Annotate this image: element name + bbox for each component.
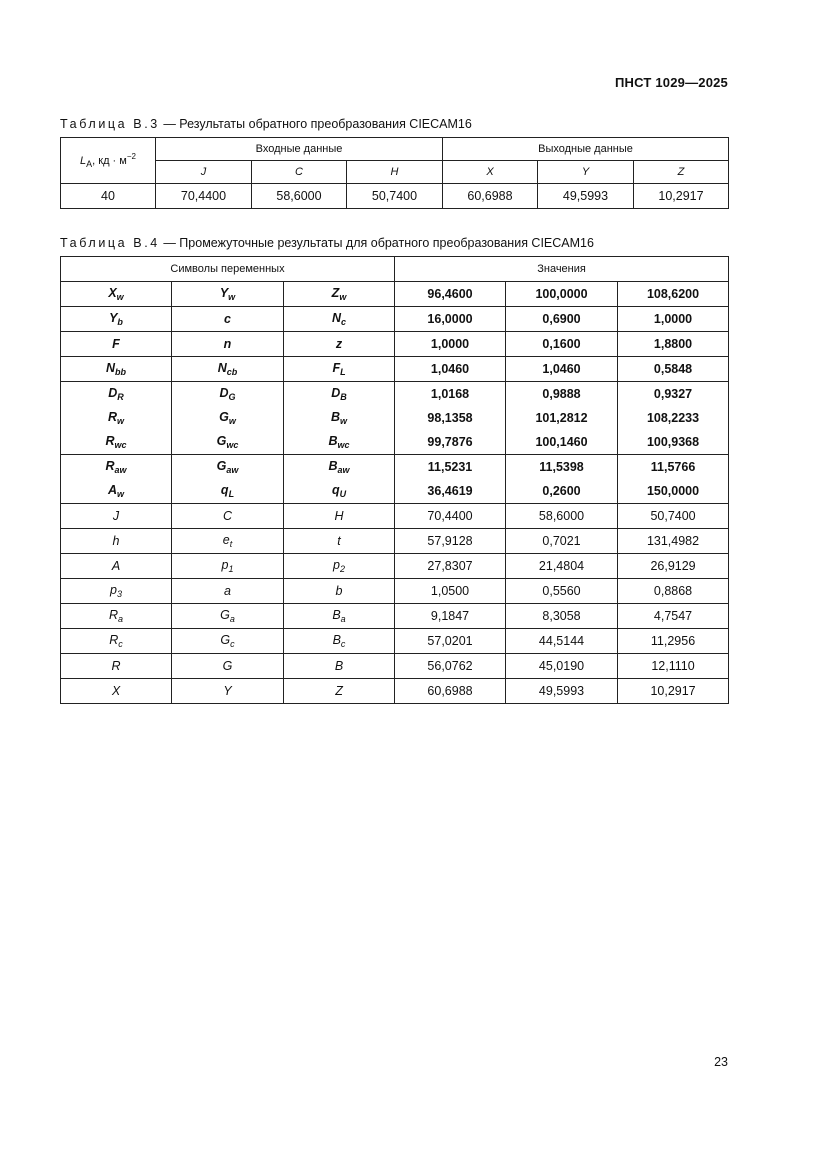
table-row <box>61 554 729 579</box>
symbol-cell <box>172 529 284 554</box>
symbol-cell <box>61 579 172 604</box>
table-group <box>61 654 729 679</box>
value-cell: 11,5766 <box>618 455 729 480</box>
symbol-cell <box>172 307 284 332</box>
symbol-cell <box>284 604 395 629</box>
symbol-cell <box>284 529 395 554</box>
value-cell: 16,0000 <box>395 307 506 332</box>
symbol-base: Y <box>109 311 118 325</box>
symbol-base: G <box>222 659 233 673</box>
value-cell: 1,0000 <box>618 307 729 332</box>
table-row <box>61 406 729 430</box>
value-cell: 99,7876 <box>395 430 506 455</box>
symbol-base: B <box>332 608 341 622</box>
value-cell: 96,4600 <box>395 282 506 307</box>
table-row <box>61 654 729 679</box>
subheader-cell: J <box>156 161 252 184</box>
value-cell: 101,2812 <box>506 406 618 430</box>
table-row <box>61 504 729 529</box>
value-cell: 10,2917 <box>618 679 729 704</box>
symbol-cell <box>172 455 284 480</box>
table-group <box>61 455 729 504</box>
symbol-cell <box>284 382 395 407</box>
symbol-subscript: wc <box>226 440 239 450</box>
symbol-base: B <box>330 410 341 424</box>
symbol-subscript: U <box>339 489 347 499</box>
symbols-header: Символы переменных <box>61 257 395 282</box>
symbol-cell <box>61 604 172 629</box>
symbol-subscript: c <box>341 317 347 327</box>
symbol-subscript: w <box>339 292 347 302</box>
symbol-base: p <box>333 558 340 572</box>
table-group <box>61 357 729 382</box>
symbol-subscript: a <box>118 614 124 624</box>
value-cell: 0,2600 <box>506 479 618 504</box>
table-row <box>61 430 729 455</box>
symbol-cell <box>172 504 284 529</box>
symbol-base: z <box>335 337 343 351</box>
symbol-base: G <box>216 459 227 473</box>
symbol-cell <box>61 455 172 480</box>
value-cell: 1,0168 <box>395 382 506 407</box>
symbol-base: c <box>224 312 231 326</box>
table-group <box>61 307 729 332</box>
symbol-base: G <box>216 434 227 448</box>
table-row <box>61 357 729 382</box>
symbol-cell <box>284 579 395 604</box>
value-cell: 0,5848 <box>618 357 729 382</box>
value-cell: 11,5231 <box>395 455 506 480</box>
symbol-cell <box>172 654 284 679</box>
symbol-cell <box>61 679 172 704</box>
symbol-cell <box>61 406 172 430</box>
symbol-subscript: a <box>229 614 235 624</box>
symbol-base: G <box>219 410 229 424</box>
symbol-subscript: aw <box>226 465 239 475</box>
value-cell: 1,8800 <box>618 332 729 357</box>
symbol-base: B <box>328 434 338 448</box>
symbol-cell <box>61 504 172 529</box>
value-cell: 21,4804 <box>506 554 618 579</box>
symbol-cell <box>284 479 395 504</box>
symbol-cell <box>61 479 172 504</box>
symbol-cell <box>172 406 284 430</box>
symbol-cell <box>61 357 172 382</box>
table-group <box>61 282 729 307</box>
subheader-cell: Y <box>538 161 634 184</box>
table-b3-caption-lead: Таблица В.3 <box>60 117 160 131</box>
symbol-subscript: w <box>228 416 236 426</box>
value-cell: 70,4400 <box>395 504 506 529</box>
symbol-base: A <box>111 559 121 573</box>
symbol-subscript: c <box>340 639 346 649</box>
symbol-cell <box>172 382 284 407</box>
table-group <box>61 629 729 654</box>
table-b4-caption-lead: Таблица В.4 <box>60 236 160 250</box>
symbol-base: X <box>108 286 117 300</box>
symbol-base: D <box>331 386 341 400</box>
symbol-base: R <box>107 410 117 424</box>
symbol-base: G <box>220 608 230 622</box>
symbol-subscript: a <box>340 614 346 624</box>
symbol-cell <box>284 455 395 480</box>
value-cell: 36,4619 <box>395 479 506 504</box>
symbol-base: D <box>108 386 118 400</box>
value-cell: 70,4400 <box>156 184 252 209</box>
value-cell: 11,5398 <box>506 455 618 480</box>
table-group <box>61 604 729 629</box>
value-cell: 44,5144 <box>506 629 618 654</box>
symbol-cell <box>172 629 284 654</box>
value-cell: 10,2917 <box>634 184 729 209</box>
value-cell: 1,0000 <box>395 332 506 357</box>
value-cell: 40 <box>61 184 156 209</box>
symbol-subscript: bb <box>115 367 127 377</box>
symbol-cell <box>172 579 284 604</box>
la-symbol: L <box>80 155 87 167</box>
symbol-cell <box>172 604 284 629</box>
symbol-base: R <box>109 633 119 647</box>
symbol-cell <box>284 504 395 529</box>
symbol-cell <box>61 554 172 579</box>
subheader-cell: Z <box>634 161 729 184</box>
value-cell: 0,6900 <box>506 307 618 332</box>
symbol-cell <box>284 430 395 455</box>
symbol-base: R <box>105 459 115 473</box>
value-cell: 4,7547 <box>618 604 729 629</box>
table-row <box>61 529 729 554</box>
subheader-cell: X <box>443 161 538 184</box>
symbol-base: X <box>111 684 121 698</box>
symbol-cell <box>172 679 284 704</box>
table-row <box>61 455 729 480</box>
symbol-cell <box>172 479 284 504</box>
symbol-base: Y <box>223 684 232 698</box>
symbol-base: Y <box>219 286 229 300</box>
symbol-subscript: w <box>116 292 124 302</box>
symbol-subscript: b <box>117 317 123 327</box>
symbol-base: F <box>332 361 341 375</box>
symbol-base: Z <box>331 286 340 300</box>
table-row <box>61 382 729 407</box>
symbol-subscript: L <box>340 367 346 377</box>
symbol-subscript: aw <box>337 465 350 475</box>
symbol-cell <box>61 282 172 307</box>
symbol-base: F <box>112 337 120 351</box>
symbol-base: H <box>334 509 344 523</box>
value-cell: 100,9368 <box>618 430 729 455</box>
symbol-subscript: aw <box>114 465 127 475</box>
la-unit: , кд · м <box>92 155 127 167</box>
symbol-cell <box>172 282 284 307</box>
table-row <box>61 479 729 504</box>
symbol-base: B <box>334 659 344 673</box>
symbol-base: a <box>224 584 231 598</box>
symbol-base: h <box>112 534 120 548</box>
symbol-cell <box>61 307 172 332</box>
symbol-base: G <box>220 633 231 647</box>
table-group <box>61 332 729 357</box>
table-group <box>61 554 729 579</box>
value-cell: 27,8307 <box>395 554 506 579</box>
symbol-cell <box>61 654 172 679</box>
symbol-base: R <box>111 659 121 673</box>
output-data-header: Выходные данные <box>443 138 729 161</box>
value-cell: 1,0460 <box>506 357 618 382</box>
value-cell: 58,6000 <box>506 504 618 529</box>
value-cell: 0,5560 <box>506 579 618 604</box>
table-group <box>61 579 729 604</box>
value-cell: 49,5993 <box>538 184 634 209</box>
symbol-cell <box>284 654 395 679</box>
symbol-base: q <box>220 483 229 497</box>
symbol-cell <box>172 357 284 382</box>
table-group <box>61 504 729 529</box>
symbol-cell <box>284 357 395 382</box>
value-cell: 60,6988 <box>395 679 506 704</box>
value-cell: 12,1110 <box>618 654 729 679</box>
symbol-cell <box>284 282 395 307</box>
symbol-base: p <box>221 558 229 572</box>
value-cell: 58,6000 <box>252 184 347 209</box>
table-b3-caption-text: — Результаты обратного преобразования CIECAM16 <box>159 117 472 131</box>
value-cell: 0,9327 <box>618 382 729 407</box>
table-b4 <box>60 256 729 704</box>
value-cell: 9,1847 <box>395 604 506 629</box>
symbol-subscript: 1 <box>228 564 234 574</box>
symbol-cell <box>61 332 172 357</box>
value-cell: 57,9128 <box>395 529 506 554</box>
symbol-subscript: wc <box>337 440 350 450</box>
symbol-subscript: w <box>228 292 236 302</box>
symbol-cell <box>284 406 395 430</box>
symbol-base: e <box>222 533 230 547</box>
symbol-cell <box>284 332 395 357</box>
value-cell: 150,0000 <box>618 479 729 504</box>
value-cell: 45,0190 <box>506 654 618 679</box>
value-cell: 131,4982 <box>618 529 729 554</box>
symbol-subscript: wc <box>114 440 127 450</box>
symbol-cell <box>284 679 395 704</box>
table-group <box>61 382 729 455</box>
symbol-base: t <box>337 534 341 548</box>
value-cell: 1,0500 <box>395 579 506 604</box>
standard-id: ПНСТ 1029—2025 <box>615 75 728 90</box>
symbol-subscript: R <box>117 392 124 402</box>
symbol-base: q <box>331 483 340 497</box>
symbol-cell <box>172 430 284 455</box>
value-cell: 11,2956 <box>618 629 729 654</box>
la-exponent: −2 <box>126 152 136 161</box>
symbol-base: A <box>107 483 117 497</box>
value-cell: 108,6200 <box>618 282 729 307</box>
value-cell: 50,7400 <box>347 184 443 209</box>
table-row <box>61 307 729 332</box>
table-group <box>61 679 729 704</box>
symbol-subscript: c <box>118 639 123 649</box>
value-cell: 1,0460 <box>395 357 506 382</box>
value-cell: 0,9888 <box>506 382 618 407</box>
symbol-cell <box>172 332 284 357</box>
symbol-base: B <box>328 459 338 473</box>
table-row <box>61 679 729 704</box>
symbol-base: N <box>217 361 227 375</box>
symbol-subscript: cb <box>226 367 238 377</box>
subheader-cell: H <box>347 161 443 184</box>
symbol-base: R <box>105 434 115 448</box>
input-data-header: Входные данные <box>156 138 443 161</box>
table-row <box>61 604 729 629</box>
value-cell: 60,6988 <box>443 184 538 209</box>
symbol-cell <box>284 629 395 654</box>
symbol-base: b <box>335 584 343 598</box>
symbol-base: B <box>332 633 341 647</box>
symbol-base: C <box>222 509 233 523</box>
table-row <box>61 282 729 307</box>
symbol-cell <box>61 430 172 455</box>
value-cell: 100,1460 <box>506 430 618 455</box>
symbol-base: J <box>112 509 120 523</box>
symbol-subscript: c <box>230 639 235 649</box>
value-cell: 56,0762 <box>395 654 506 679</box>
symbol-subscript: w <box>117 489 125 499</box>
la-subscript: A <box>86 159 93 169</box>
symbol-base: N <box>331 311 342 325</box>
symbol-base: n <box>223 337 232 351</box>
symbol-subscript: t <box>229 539 233 549</box>
la-header <box>61 138 156 184</box>
symbol-base: Z <box>335 684 343 698</box>
table-b4-caption <box>60 236 594 250</box>
values-header: Значения <box>395 257 729 282</box>
symbol-cell <box>284 307 395 332</box>
value-cell: 98,1358 <box>395 406 506 430</box>
value-cell: 26,9129 <box>618 554 729 579</box>
symbol-cell <box>284 554 395 579</box>
symbol-subscript: B <box>340 392 347 402</box>
symbol-base: N <box>105 361 116 375</box>
table-row <box>61 332 729 357</box>
table-row <box>61 579 729 604</box>
symbol-subscript: G <box>228 392 236 402</box>
value-cell: 0,7021 <box>506 529 618 554</box>
value-cell: 8,3058 <box>506 604 618 629</box>
value-cell: 0,1600 <box>506 332 618 357</box>
symbol-base: p <box>110 583 117 597</box>
value-cell: 49,5993 <box>506 679 618 704</box>
symbol-cell <box>61 629 172 654</box>
value-cell: 108,2233 <box>618 406 729 430</box>
table-row <box>61 629 729 654</box>
subheader-cell: C <box>252 161 347 184</box>
symbol-subscript: 2 <box>339 564 345 574</box>
symbol-subscript: w <box>340 416 348 426</box>
symbol-cell <box>172 554 284 579</box>
symbol-subscript: w <box>117 416 125 426</box>
symbol-subscript: 3 <box>116 589 122 599</box>
value-cell: 50,7400 <box>618 504 729 529</box>
table-group <box>61 529 729 554</box>
table-b4-caption-text: — Промежуточные результаты для обратного преобразования CIECAM16 <box>159 236 594 250</box>
page-number: 23 <box>714 1055 728 1069</box>
table-b3 <box>60 137 729 209</box>
symbol-cell <box>61 382 172 407</box>
symbol-cell <box>61 529 172 554</box>
value-cell: 0,8868 <box>618 579 729 604</box>
value-cell: 57,0201 <box>395 629 506 654</box>
symbol-subscript: L <box>228 489 235 499</box>
symbol-base: R <box>108 608 118 622</box>
table-b3-caption <box>60 117 472 131</box>
symbol-base: D <box>219 386 229 400</box>
value-cell: 100,0000 <box>506 282 618 307</box>
